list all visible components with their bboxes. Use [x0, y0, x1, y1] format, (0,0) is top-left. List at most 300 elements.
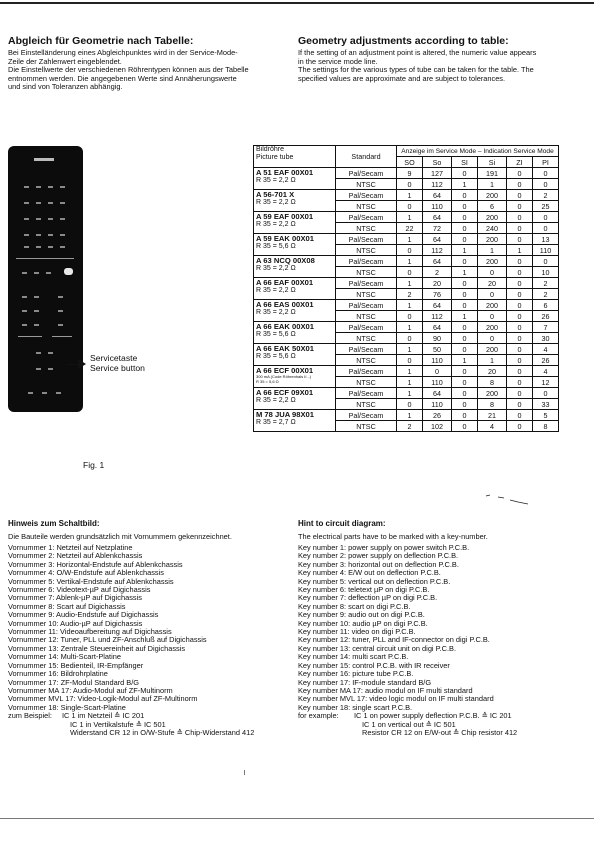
- value-cell: 0: [452, 421, 478, 432]
- list-item: Vornummer 15: Bedienteil, IR-Empfänger: [8, 660, 144, 670]
- value-cell: 30: [533, 333, 559, 344]
- value-cell: 0: [452, 366, 478, 377]
- value-cell: 0: [452, 234, 478, 245]
- value-cell: 200: [478, 300, 507, 311]
- tube-name: A 59 EAK 00X01: [256, 234, 314, 243]
- value-cell: 2: [397, 421, 423, 432]
- value-cell: 4: [533, 344, 559, 355]
- tube-cell: [254, 212, 336, 234]
- list-item: Key number 7: deflection µP on digi P.C.B.: [298, 593, 438, 603]
- tube-name: A 66 ECF 09X01: [256, 388, 314, 397]
- value-cell: 0: [507, 410, 533, 421]
- de-hint-intro: Die Bauteile werden grundsätzlich mit Vornummern gekennzeichnet.: [8, 532, 232, 541]
- tube-spec: R 35 = 2,2 Ω: [256, 199, 296, 206]
- list-item: Key number 4: E/W out on deflection P.C.B.: [298, 568, 441, 578]
- list-item: Vornummer MVL 17: Video-Logik-Modul auf ZF-Multinorm: [8, 694, 198, 704]
- value-cell: 1: [397, 278, 423, 289]
- value-cell: 0: [507, 267, 533, 278]
- list-item: Vornummer 9: Audio-Endstufe auf Digichassis: [8, 610, 159, 620]
- value-cell: 0: [478, 311, 507, 322]
- table-row: [254, 388, 559, 399]
- value-cell: 0: [478, 289, 507, 300]
- list-item: Vornummer 18: Single-Scart-Platine: [8, 702, 126, 712]
- value-cell: 1: [397, 300, 423, 311]
- value-cell: 64: [423, 322, 452, 333]
- tube-cell: [254, 234, 336, 256]
- header-standard: Standard: [336, 146, 397, 168]
- list-item: Key number MVL 17: video logic modul on IF multi standard: [298, 694, 494, 704]
- value-cell: 0: [452, 223, 478, 234]
- list-item: Key number 5: vertical out on deflection P.C.B.: [298, 576, 451, 586]
- de-intro-line: Bei Einstelländerung eines Abgleichpunktes wird in der Service-Mode-: [8, 48, 238, 57]
- subheader-cell: SI: [452, 157, 478, 168]
- list-item: Vornummer 6: Videotext-µP auf Digichassis: [8, 585, 151, 595]
- tube-spec: R 35 = 2,2 Ω: [256, 309, 296, 316]
- list-item: Key number 16: picture tube P.C.B.: [298, 669, 414, 679]
- value-cell: 112: [423, 179, 452, 190]
- value-cell: 1: [397, 388, 423, 399]
- value-cell: 2: [533, 289, 559, 300]
- table-header-row: [254, 146, 559, 157]
- tube-cell: [254, 366, 336, 388]
- de-example-line: Widerstand CR 12 in O/W-Stufe ≙ Chip-Widerstand 412: [70, 727, 255, 737]
- value-cell: 6: [478, 201, 507, 212]
- value-cell: 0: [478, 267, 507, 278]
- value-cell: 1: [397, 256, 423, 267]
- en-example: [298, 712, 517, 737]
- value-cell: 0: [452, 201, 478, 212]
- standard-cell: NTSC: [336, 311, 397, 322]
- remote-control-image: [8, 146, 83, 412]
- tube-cell: [254, 190, 336, 212]
- de-hint-section: [8, 519, 254, 737]
- value-cell: 26: [423, 410, 452, 421]
- list-item: Key number 12: tuner, PLL and IF-connector on digi P.C.B.: [298, 635, 490, 645]
- tube-name: A 66 EAK 50X01: [256, 344, 314, 353]
- value-cell: 33: [533, 399, 559, 410]
- subheader-cell: PI: [533, 157, 559, 168]
- value-cell: 1: [397, 366, 423, 377]
- value-cell: 64: [423, 190, 452, 201]
- subheader-cell: So: [423, 157, 452, 168]
- value-cell: 1: [452, 267, 478, 278]
- value-cell: 0: [452, 278, 478, 289]
- value-cell: 0: [507, 366, 533, 377]
- list-item: Vornummer 14: Multi-Scart-Platine: [8, 652, 121, 662]
- value-cell: 64: [423, 300, 452, 311]
- value-cell: 1: [452, 311, 478, 322]
- value-cell: 0: [507, 278, 533, 289]
- value-cell: 1: [478, 355, 507, 366]
- standard-cell: Pal/Secam: [336, 278, 397, 289]
- en-hint-list: [298, 544, 517, 712]
- standard-cell: NTSC: [336, 377, 397, 388]
- table-row: [254, 300, 559, 311]
- list-item: Vornummer 2: Netzteil auf Ablenkchassis: [8, 551, 143, 561]
- tube-cell: [254, 300, 336, 322]
- value-cell: 76: [423, 289, 452, 300]
- table-row: [254, 410, 559, 421]
- list-item: Key number 13: central circuit unit on digi P.C.B.: [298, 643, 457, 653]
- value-cell: 0: [533, 256, 559, 267]
- de-example: [8, 712, 254, 737]
- value-cell: 0: [452, 256, 478, 267]
- tube-spec: R 35 = 2,2 Ω: [256, 265, 296, 272]
- de-intro-line: entnommen werden. Die angegebenen Werte sind Annäherungswerte: [8, 73, 237, 83]
- margin-tick: [244, 770, 245, 775]
- value-cell: 25: [533, 201, 559, 212]
- tube-spec: R 35 = 2,2 Ω: [256, 397, 296, 404]
- value-cell: 0: [507, 234, 533, 245]
- table-row: [254, 322, 559, 333]
- value-cell: 0: [452, 399, 478, 410]
- value-cell: 0: [507, 399, 533, 410]
- de-hint-list: [8, 544, 254, 712]
- header-indication: Anzeige im Service Mode – Indication Service Mode: [397, 146, 559, 157]
- tube-name: A 66 EAK 00X01: [256, 322, 314, 331]
- en-example-line: IC 1 on vertical out ≙ IC 501: [362, 719, 456, 729]
- value-cell: 64: [423, 212, 452, 223]
- tube-cell: [254, 168, 336, 190]
- value-cell: 0: [452, 168, 478, 179]
- value-cell: 4: [478, 421, 507, 432]
- de-example-line: IC 1 in Vertikalstufe ≙ IC 501: [70, 719, 166, 729]
- value-cell: 10: [533, 267, 559, 278]
- value-cell: 112: [423, 245, 452, 256]
- subheader-cell: SO: [397, 157, 423, 168]
- list-item: Key number 2: power supply on deflection P.C.B.: [298, 551, 459, 561]
- de-intro-line: Zeile der Zahlenwert eingeblendet.: [8, 56, 122, 66]
- value-cell: 240: [478, 223, 507, 234]
- de-intro: [8, 49, 249, 92]
- standard-cell: NTSC: [336, 355, 397, 366]
- list-item: Vornummer 4: O/W-Endstufe auf Ablenkchassis: [8, 568, 164, 578]
- de-intro-line: und sind von Toleranzen abhängig.: [8, 82, 123, 92]
- value-cell: 0: [397, 355, 423, 366]
- tube-note: 300 mA (Code Röhrenhals II...): [256, 374, 312, 379]
- table-row: [254, 190, 559, 201]
- standard-cell: NTSC: [336, 223, 397, 234]
- value-cell: 1: [478, 245, 507, 256]
- table-row: [254, 234, 559, 245]
- value-cell: 0: [452, 333, 478, 344]
- value-cell: 7: [533, 322, 559, 333]
- table-row: [254, 366, 559, 377]
- list-item: Vornummer 8: Scart auf Digichassis: [8, 601, 126, 611]
- list-item: Vornummer 1: Netzteil auf Netzplatine: [8, 543, 133, 552]
- table-row: [254, 212, 559, 223]
- value-cell: 0: [452, 212, 478, 223]
- value-cell: 191: [478, 168, 507, 179]
- standard-cell: NTSC: [336, 399, 397, 410]
- value-cell: 110: [423, 201, 452, 212]
- figure-caption: Fig. 1: [83, 460, 105, 470]
- tube-spec: R 35 = 2,7 Ω: [256, 419, 296, 426]
- value-cell: 64: [423, 256, 452, 267]
- value-cell: 0: [507, 256, 533, 267]
- list-item: Key number 10: audio µP on digi P.C.B.: [298, 618, 428, 628]
- value-cell: 0: [507, 223, 533, 234]
- value-cell: 1: [397, 410, 423, 421]
- list-item: Key number 18: single scart P.C.B.: [298, 702, 413, 712]
- value-cell: 0: [507, 212, 533, 223]
- value-cell: 2: [423, 267, 452, 278]
- tube-spec: R 35 = 2,2 Ω: [256, 177, 296, 184]
- value-cell: 1: [452, 179, 478, 190]
- value-cell: 0: [507, 190, 533, 201]
- standard-cell: NTSC: [336, 267, 397, 278]
- tube-cell: [254, 322, 336, 344]
- tube-spec: R 35 = 5,6 Ω: [256, 378, 279, 384]
- value-cell: 200: [478, 234, 507, 245]
- value-cell: 0: [507, 201, 533, 212]
- value-cell: 72: [423, 223, 452, 234]
- standard-cell: Pal/Secam: [336, 388, 397, 399]
- standard-cell: NTSC: [336, 245, 397, 256]
- round-button: [64, 268, 73, 275]
- value-cell: 1: [397, 190, 423, 201]
- list-item: Vornummer 12: Tuner, PLL und ZF-Anschluß auf Digichassis: [8, 635, 207, 645]
- value-cell: 0: [507, 300, 533, 311]
- standard-cell: Pal/Secam: [336, 212, 397, 223]
- value-cell: 200: [478, 256, 507, 267]
- en-example-line: Resistor CR 12 on E/W-out ≙ Chip resistor 412: [362, 727, 518, 737]
- value-cell: 0: [507, 421, 533, 432]
- tube-spec: R 35 = 5,6 Ω: [256, 353, 296, 360]
- standard-cell: Pal/Secam: [336, 322, 397, 333]
- value-cell: 0: [397, 333, 423, 344]
- value-cell: 2: [397, 289, 423, 300]
- value-cell: 1: [397, 377, 423, 388]
- value-cell: 112: [423, 311, 452, 322]
- value-cell: 200: [478, 212, 507, 223]
- tube-name: A 63 NCQ 00X08: [256, 256, 315, 265]
- subheader-cell: ZI: [507, 157, 533, 168]
- service-button-callout: [90, 353, 145, 373]
- value-cell: 110: [533, 245, 559, 256]
- en-hint-section: [298, 519, 517, 737]
- value-cell: 1: [452, 245, 478, 256]
- value-cell: 22: [397, 223, 423, 234]
- value-cell: 0: [507, 168, 533, 179]
- list-item: Vornummer 7: Ablenk-µP auf Digichassis: [8, 593, 142, 603]
- tube-cell: [254, 410, 336, 432]
- value-cell: 0: [452, 289, 478, 300]
- tube-name: A 56-701 X: [256, 190, 295, 199]
- list-item: Vornummer 3: Horizontal-Endstufe auf Ablenkchassis: [8, 559, 183, 569]
- brand-logo: [34, 158, 54, 161]
- value-cell: 0: [423, 366, 452, 377]
- de-hint-heading: Hinweis zum Schaltbild:: [8, 519, 100, 528]
- value-cell: 0: [533, 168, 559, 179]
- de-heading: Abgleich für Geometrie nach Tabelle:: [8, 35, 194, 47]
- value-cell: 9: [397, 168, 423, 179]
- list-item: Key number 3: horizontal out on deflection P.C.B.: [298, 559, 459, 569]
- value-cell: 200: [478, 322, 507, 333]
- value-cell: 1: [507, 245, 533, 256]
- value-cell: 64: [423, 234, 452, 245]
- list-item: Key number 1: power supply on power switch P.C.B.: [298, 543, 470, 552]
- table-row: [254, 344, 559, 355]
- tube-spec: R 35 = 5,6 Ω: [256, 331, 296, 338]
- value-cell: 1: [478, 179, 507, 190]
- value-cell: 0: [452, 377, 478, 388]
- value-cell: 8: [478, 399, 507, 410]
- callout-de: Servicetaste: [90, 353, 138, 363]
- list-item: Vornummer 10: Audio-µP auf Digichassis: [8, 618, 143, 628]
- tube-name: A 51 EAF 00X01: [256, 168, 314, 177]
- value-cell: 0: [397, 179, 423, 190]
- value-cell: 200: [478, 190, 507, 201]
- list-item: Key number 15: control P.C.B. with IR receiver: [298, 660, 450, 670]
- value-cell: 0: [507, 377, 533, 388]
- standard-cell: NTSC: [336, 421, 397, 432]
- en-intro-line: specified values are approximate and are subject to tolerances.: [298, 73, 506, 83]
- value-cell: 0: [533, 223, 559, 234]
- standard-cell: NTSC: [336, 201, 397, 212]
- list-item: Vornummer 13: Zentrale Steuereinheit auf Digichassis: [8, 643, 186, 653]
- value-cell: 5: [533, 410, 559, 421]
- value-cell: 0: [533, 388, 559, 399]
- en-heading: Geometry adjustments according to table:: [298, 35, 509, 47]
- value-cell: 21: [478, 410, 507, 421]
- tube-cell: [254, 344, 336, 366]
- value-cell: 0: [397, 245, 423, 256]
- value-cell: 127: [423, 168, 452, 179]
- de-intro-line: Die Einstellwerte der verschiedenen Röhrentypen können aus der Tabelle: [8, 65, 249, 75]
- tube-cell: [254, 388, 336, 410]
- list-item: Vornummer 17: ZF-Modul Standard B/G: [8, 677, 140, 687]
- value-cell: 0: [397, 311, 423, 322]
- value-cell: 0: [507, 333, 533, 344]
- tube-spec: R 35 = 2,2 Ω: [256, 287, 296, 294]
- value-cell: 90: [423, 333, 452, 344]
- value-cell: 0: [533, 212, 559, 223]
- value-cell: 0: [507, 289, 533, 300]
- value-cell: 8: [478, 377, 507, 388]
- standard-cell: Pal/Secam: [336, 366, 397, 377]
- value-cell: 200: [478, 344, 507, 355]
- value-cell: 0: [452, 300, 478, 311]
- value-cell: 13: [533, 234, 559, 245]
- value-cell: 110: [423, 355, 452, 366]
- table-row: [254, 278, 559, 289]
- tube-name: M 78 JUA 98X01: [256, 410, 314, 419]
- value-cell: 0: [452, 344, 478, 355]
- en-intro-line: in the service mode line.: [298, 56, 378, 66]
- value-cell: 110: [423, 377, 452, 388]
- list-item: Key number 14: multi scart P.C.B.: [298, 652, 409, 662]
- value-cell: 64: [423, 388, 452, 399]
- value-cell: 1: [397, 322, 423, 333]
- value-cell: 20: [478, 366, 507, 377]
- value-cell: 1: [452, 355, 478, 366]
- value-cell: 12: [533, 377, 559, 388]
- tube-name: A 59 EAF 00X01: [256, 212, 314, 221]
- value-cell: 0: [478, 333, 507, 344]
- value-cell: 0: [452, 388, 478, 399]
- top-rule: [0, 2, 594, 4]
- list-item: Key number 17: IF-module standard B/G: [298, 677, 432, 687]
- value-cell: 0: [452, 410, 478, 421]
- standard-cell: Pal/Secam: [336, 168, 397, 179]
- list-item: Key number MA 17: audio modul on IF multi standard: [298, 685, 473, 695]
- de-example-label: zum Beispiel:: [8, 711, 52, 721]
- table-row: [254, 256, 559, 267]
- tube-spec: R 35 = 2,2 Ω: [256, 221, 296, 228]
- en-example-label: for example:: [298, 711, 339, 721]
- en-intro-line: If the setting of an adjustment point is altered, the numeric value appears: [298, 48, 537, 57]
- value-cell: 0: [452, 322, 478, 333]
- value-cell: 26: [533, 311, 559, 322]
- value-cell: 0: [533, 179, 559, 190]
- value-cell: 2: [533, 278, 559, 289]
- value-cell: 0: [397, 201, 423, 212]
- value-cell: 4: [533, 366, 559, 377]
- list-item: Key number 8: scart on digi P.C.B.: [298, 601, 411, 611]
- value-cell: 6: [533, 300, 559, 311]
- table-row: [254, 168, 559, 179]
- value-cell: 110: [423, 399, 452, 410]
- scribble-mark: [484, 492, 534, 506]
- standard-cell: Pal/Secam: [336, 344, 397, 355]
- geometry-table: [253, 145, 559, 432]
- value-cell: 200: [478, 388, 507, 399]
- value-cell: 0: [507, 311, 533, 322]
- en-hint-heading: Hint to circuit diagram:: [298, 519, 386, 528]
- callout-arrow-icon: [78, 359, 86, 369]
- standard-cell: Pal/Secam: [336, 256, 397, 267]
- list-item: Key number 9: audio out on digi P.C.B.: [298, 610, 425, 620]
- value-cell: 0: [452, 190, 478, 201]
- value-cell: 102: [423, 421, 452, 432]
- value-cell: 26: [533, 355, 559, 366]
- list-item: Vornummer 5: Vertikal-Endstufe auf Ablenkchassis: [8, 576, 174, 586]
- value-cell: 0: [507, 179, 533, 190]
- list-item: Vornummer 16: Bildrohrplatine: [8, 669, 108, 679]
- header-picture-tube: Bildröhre Picture tube: [254, 146, 336, 168]
- value-cell: 2: [533, 190, 559, 201]
- standard-cell: Pal/Secam: [336, 300, 397, 311]
- value-cell: 1: [397, 212, 423, 223]
- en-example-line: IC 1 on power supply deflection P.C.B. ≙ IC 201: [354, 711, 512, 721]
- tube-spec: R 35 = 5,6 Ω: [256, 243, 296, 250]
- standard-cell: NTSC: [336, 333, 397, 344]
- tube-name: A 66 ECF 00X01: [256, 366, 314, 375]
- standard-cell: Pal/Secam: [336, 190, 397, 201]
- tube-cell: [254, 256, 336, 278]
- value-cell: 0: [507, 322, 533, 333]
- tube-name: A 66 EAS 00X01: [256, 300, 314, 309]
- value-cell: 50: [423, 344, 452, 355]
- list-item: Vornummer MA 17: Audio-Modul auf ZF-Multinorm: [8, 685, 173, 695]
- standard-cell: NTSC: [336, 289, 397, 300]
- value-cell: 20: [478, 278, 507, 289]
- list-item: Key number 11: video on digi P.C.B.: [298, 627, 416, 637]
- en-intro: [298, 49, 536, 83]
- tube-cell: [254, 278, 336, 300]
- value-cell: 0: [507, 344, 533, 355]
- standard-cell: Pal/Secam: [336, 234, 397, 245]
- en-hint-intro: The electrical parts have to be marked with a key-number.: [298, 532, 488, 541]
- standard-cell: NTSC: [336, 179, 397, 190]
- callout-en: Service button: [90, 363, 145, 373]
- en-intro-line: The settings for the various types of tube can be taken for the table. The: [298, 65, 534, 75]
- value-cell: 0: [397, 399, 423, 410]
- tube-name: A 66 EAF 00X01: [256, 278, 314, 287]
- value-cell: 1: [397, 344, 423, 355]
- bottom-rule: [0, 818, 594, 819]
